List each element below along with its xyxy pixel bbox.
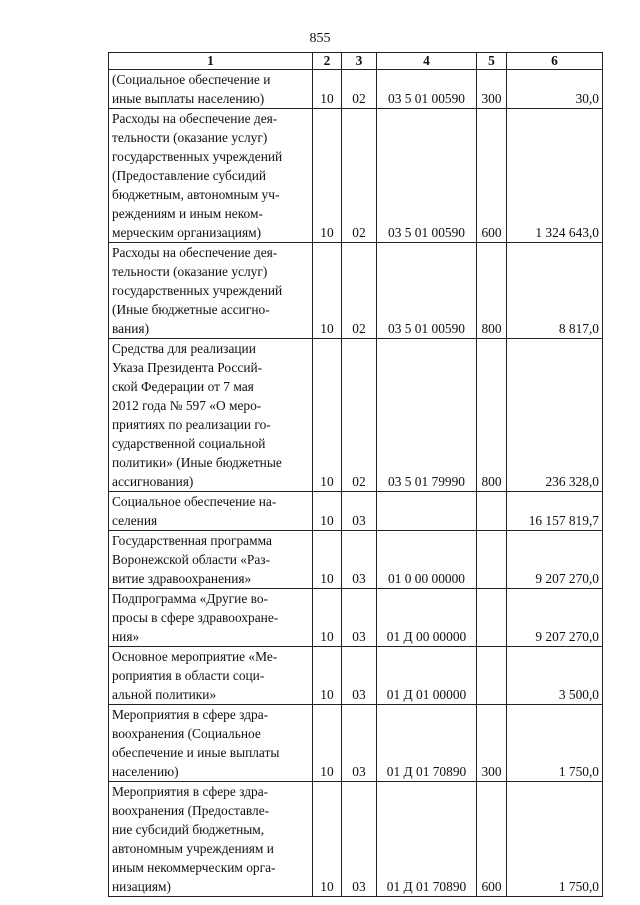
row-subsection-cell: 02 <box>342 339 377 492</box>
row-amount-cell: 30,0 <box>507 70 603 109</box>
header-row <box>109 53 603 70</box>
row-section-cell: 10 <box>313 70 342 109</box>
row-expense-type-cell <box>477 492 507 531</box>
row-amount-cell: 1 750,0 <box>507 705 603 782</box>
table-row <box>109 109 603 243</box>
row-expense-type-cell: 800 <box>477 339 507 492</box>
table-body <box>109 70 603 897</box>
page-number: 855 <box>309 31 331 46</box>
row-section-cell: 10 <box>313 492 342 531</box>
row-name-cell: Мероприятия в сфере здра- воохранения (Предоставле- ние субсидий бюджетным, автономным учреждениям и иным некоммерческим орга- низациям) <box>109 782 313 897</box>
row-section-cell: 10 <box>313 705 342 782</box>
row-section-cell: 10 <box>313 589 342 647</box>
row-name-cell: Расходы на обеспечение дея- тельности (оказание услуг) государственных учреждений (Иные бюджетные ассигно- вания) <box>109 243 313 339</box>
row-name-cell: Подпрограмма «Другие во- просы в сфере здравоохране- ния» <box>109 589 313 647</box>
row-section-cell: 10 <box>313 109 342 243</box>
row-expense-type-cell <box>477 589 507 647</box>
row-name-cell: Основное мероприятие «Ме- роприятия в области соци- альной политики» <box>109 647 313 705</box>
row-name-cell: (Социальное обеспечение и иные выплаты населению) <box>109 70 313 109</box>
row-target-code-cell: 01 Д 01 70890 <box>377 782 477 897</box>
row-target-code-cell <box>377 492 477 531</box>
row-amount-cell: 9 207 270,0 <box>507 589 603 647</box>
header-col-2: 2 <box>313 53 342 70</box>
row-subsection-cell: 02 <box>342 70 377 109</box>
row-expense-type-cell <box>477 647 507 705</box>
table-row <box>109 705 603 782</box>
table-row <box>109 782 603 897</box>
row-subsection-cell: 02 <box>342 109 377 243</box>
row-expense-type-cell: 300 <box>477 705 507 782</box>
row-section-cell: 10 <box>313 339 342 492</box>
header-col-5: 5 <box>477 53 507 70</box>
table-row <box>109 70 603 109</box>
row-subsection-cell: 03 <box>342 705 377 782</box>
row-subsection-cell: 03 <box>342 492 377 531</box>
row-target-code-cell: 01 0 00 00000 <box>377 531 477 589</box>
row-amount-cell: 3 500,0 <box>507 647 603 705</box>
row-expense-type-cell: 800 <box>477 243 507 339</box>
header-col-1: 1 <box>109 53 313 70</box>
table-row <box>109 531 603 589</box>
table-row <box>109 589 603 647</box>
row-subsection-cell: 02 <box>342 243 377 339</box>
row-expense-type-cell <box>477 531 507 589</box>
table-row <box>109 647 603 705</box>
row-amount-cell: 1 324 643,0 <box>507 109 603 243</box>
row-amount-cell: 16 157 819,7 <box>507 492 603 531</box>
row-name-cell: Средства для реализации Указа Президента Россий- ской Федерации от 7 мая 2012 года № 597 «О меро- приятиях по реализации го- сударственной социальной политики» (Иные бюджетные ассигнования) <box>109 339 313 492</box>
row-subsection-cell: 03 <box>342 531 377 589</box>
header-col-6: 6 <box>507 53 603 70</box>
row-target-code-cell: 03 5 01 00590 <box>377 70 477 109</box>
row-name-cell: Расходы на обеспечение дея- тельности (оказание услуг) государственных учреждений (Предоставление субсидий бюджетным, автономным уч- реждениям и иным неком- мерческим организациям) <box>109 109 313 243</box>
row-section-cell: 10 <box>313 647 342 705</box>
table-row <box>109 243 603 339</box>
table-row <box>109 339 603 492</box>
row-name-cell: Мероприятия в сфере здра- воохранения (Социальное обеспечение и иные выплаты населению) <box>109 705 313 782</box>
header-col-3: 3 <box>342 53 377 70</box>
row-expense-type-cell: 600 <box>477 782 507 897</box>
row-amount-cell: 8 817,0 <box>507 243 603 339</box>
row-expense-type-cell: 300 <box>477 70 507 109</box>
table-header <box>109 53 603 70</box>
row-section-cell: 10 <box>313 782 342 897</box>
row-subsection-cell: 03 <box>342 782 377 897</box>
row-amount-cell: 9 207 270,0 <box>507 531 603 589</box>
row-expense-type-cell: 600 <box>477 109 507 243</box>
header-col-4: 4 <box>377 53 477 70</box>
row-amount-cell: 236 328,0 <box>507 339 603 492</box>
row-target-code-cell: 03 5 01 00590 <box>377 243 477 339</box>
row-name-cell: Социальное обеспечение на- селения <box>109 492 313 531</box>
row-target-code-cell: 03 5 01 00590 <box>377 109 477 243</box>
row-target-code-cell: 03 5 01 79990 <box>377 339 477 492</box>
row-section-cell: 10 <box>313 531 342 589</box>
row-name-cell: Государственная программа Воронежской области «Раз- витие здравоохранения» <box>109 531 313 589</box>
row-target-code-cell: 01 Д 01 00000 <box>377 647 477 705</box>
row-subsection-cell: 03 <box>342 589 377 647</box>
row-amount-cell: 1 750,0 <box>507 782 603 897</box>
budget-table <box>108 52 603 897</box>
table-row <box>109 492 603 531</box>
row-subsection-cell: 03 <box>342 647 377 705</box>
row-target-code-cell: 01 Д 01 70890 <box>377 705 477 782</box>
row-section-cell: 10 <box>313 243 342 339</box>
row-target-code-cell: 01 Д 00 00000 <box>377 589 477 647</box>
